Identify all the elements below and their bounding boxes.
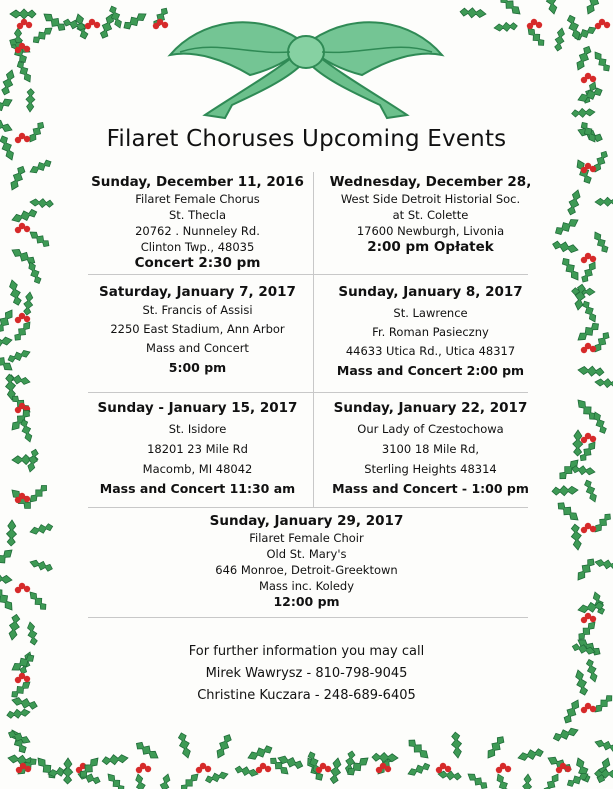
holly-berry-icon — [136, 767, 142, 773]
event-time: 2:00 pm Opłatek — [367, 239, 494, 255]
holly-leaf-icon — [578, 365, 605, 377]
holly-leaf-icon — [6, 520, 17, 546]
holly-berry-icon — [581, 257, 587, 263]
holly-leaf-icon — [7, 279, 23, 307]
holly-leaf-icon — [0, 546, 15, 571]
holly-leaf-icon — [574, 556, 597, 583]
event-line: Sterling Heights 48314 — [364, 462, 497, 476]
holly-berry-icon — [325, 766, 331, 772]
event-line: 3100 18 Mile Rd, — [381, 442, 480, 456]
holly-leaf-icon — [31, 24, 55, 45]
holly-berry-icon — [15, 497, 21, 503]
grid-divider-row1 — [88, 274, 528, 275]
holly-leaf-icon — [102, 753, 129, 766]
holly-leaf-icon — [30, 198, 54, 209]
event-line: Filaret Female Choir — [249, 531, 364, 545]
contact-person: Mirek Wawrysz - 810-798-9045 — [205, 666, 408, 681]
holly-leaf-icon — [10, 207, 38, 225]
holly-berry-icon — [196, 767, 202, 773]
holly-berry-icon — [15, 317, 21, 323]
holly-leaf-icon — [26, 260, 43, 285]
holly-leaf-icon — [29, 522, 54, 536]
event-line: Filaret Female Chorus — [135, 192, 260, 206]
holly-leaf-icon — [594, 558, 613, 571]
event-line: St. Isidore — [168, 422, 227, 436]
holly-berry-icon — [590, 346, 596, 352]
event-line: St. Lawrence — [393, 306, 468, 320]
holly-leaf-icon — [246, 743, 274, 762]
event-line: Macomb, MI 48042 — [142, 462, 253, 476]
holly-leaf-icon — [579, 260, 599, 285]
holly-berry-icon — [265, 766, 271, 772]
holly-leaf-icon — [591, 230, 610, 255]
holly-leaf-icon — [121, 10, 148, 32]
holly-leaf-icon — [552, 485, 578, 496]
holly-berry-icon — [25, 766, 31, 772]
event-line: Mass inc. Koledy — [258, 579, 355, 593]
holly-berry-icon — [94, 22, 100, 28]
holly-leaf-icon — [27, 228, 51, 249]
holly-berry-icon — [581, 77, 587, 83]
holly-berry-icon — [590, 616, 596, 622]
holly-leaf-icon — [157, 773, 172, 789]
contact-person: Christine Kuczara - 248-689-6405 — [197, 688, 416, 703]
event-jan-22 — [318, 399, 543, 499]
holly-berry-icon — [24, 496, 30, 502]
holly-leaf-icon — [465, 770, 489, 789]
holly-leaf-icon — [494, 21, 518, 32]
holly-leaf-icon — [15, 59, 34, 84]
holly-leaf-icon — [372, 752, 398, 763]
event-dec-28 — [318, 173, 543, 255]
holly-leaf-icon — [552, 725, 580, 743]
holly-berry-icon — [145, 766, 151, 772]
holly-leaf-icon — [0, 96, 14, 116]
event-line: Our Lady of Czestochowa — [357, 422, 504, 436]
holly-leaf-icon — [570, 524, 583, 551]
holly-leaf-icon — [10, 9, 36, 19]
holly-leaf-icon — [544, 0, 559, 15]
event-heading: Sunday, January 22, 2017 — [333, 400, 528, 416]
event-line: 44633 Utica Rd., Utica 48317 — [345, 344, 516, 358]
holly-berry-icon — [581, 527, 587, 533]
holly-berry-icon — [595, 23, 601, 29]
event-line: 17600 Newburgh, Livonia — [356, 224, 505, 238]
holly-berry-icon — [15, 407, 21, 413]
holly-berry-icon — [162, 22, 168, 28]
event-heading: Sunday, January 29, 2017 — [209, 513, 404, 529]
event-heading: Sunday, December 11, 2016 — [91, 174, 304, 190]
event-line: West Side Detroit Historial Soc. — [340, 192, 521, 206]
holly-berry-icon — [556, 767, 562, 773]
holly-leaf-icon — [460, 7, 487, 19]
holly-leaf-icon — [522, 774, 533, 789]
holly-berry-icon — [590, 436, 596, 442]
holly-leaf-icon — [541, 772, 561, 789]
event-line: 18201 23 Mile Rd — [147, 442, 248, 456]
holly-berry-icon — [604, 22, 610, 28]
event-time: Concert 2:30 pm — [134, 255, 261, 271]
holly-leaf-icon — [214, 732, 234, 760]
holly-leaf-icon — [584, 0, 604, 16]
contact-block — [0, 641, 613, 707]
event-line: Old St. Mary's — [266, 547, 347, 561]
holly-berry-icon — [385, 766, 391, 772]
holly-leaf-icon — [591, 49, 612, 73]
holly-berry-icon — [24, 46, 30, 52]
event-line: St. Thecla — [168, 208, 227, 222]
holly-berry-icon — [590, 76, 596, 82]
holly-berry-icon — [15, 47, 21, 53]
holly-berry-icon — [581, 707, 587, 713]
event-dec-11 — [90, 173, 305, 271]
holly-leaf-icon — [178, 771, 201, 789]
event-heading: Sunday - January 15, 2017 — [97, 400, 298, 416]
holly-leaf-icon — [484, 734, 507, 761]
holly-leaf-icon — [6, 348, 31, 364]
holly-berry-icon — [581, 617, 587, 623]
holly-leaf-icon — [7, 164, 27, 192]
holly-berry-icon — [581, 347, 587, 353]
holly-berry-icon — [256, 767, 262, 773]
holly-berry-icon — [205, 766, 211, 772]
holly-leaf-icon — [7, 614, 21, 641]
holly-leaf-icon — [63, 758, 73, 784]
holly-berry-icon — [15, 227, 21, 233]
event-time: 12:00 pm — [273, 594, 340, 609]
holly-leaf-icon — [553, 216, 581, 238]
holly-berry-icon — [590, 166, 596, 172]
event-heading: Wednesday, December 28, — [329, 174, 532, 190]
event-line: 2250 East Stadium, Ann Arbor — [110, 322, 285, 336]
event-line: Mass and Concert — [146, 341, 249, 355]
holly-leaf-icon — [0, 586, 16, 613]
holly-berry-icon — [590, 526, 596, 532]
page-title: Filaret Choruses Upcoming Events — [106, 126, 507, 152]
ribbon-bow-icon — [170, 22, 442, 118]
holly-leaf-icon — [555, 499, 581, 523]
holly-leaf-icon — [329, 757, 343, 784]
holly-berry-icon — [496, 767, 502, 773]
holly-leaf-icon — [28, 158, 53, 176]
holly-berry-icon — [16, 767, 22, 773]
event-time: Mass and Concert - 1:00 pm — [332, 481, 529, 496]
event-jan-7 — [90, 283, 305, 377]
holly-leaf-icon — [595, 197, 613, 206]
grid-divider-row4 — [88, 617, 528, 618]
event-line: 20762 . Nunneley Rd. — [135, 224, 260, 238]
holly-leaf-icon — [176, 732, 192, 760]
holly-leaf-icon — [29, 558, 54, 573]
holly-leaf-icon — [22, 291, 34, 315]
holly-leaf-icon — [595, 378, 613, 389]
grid-divider-row2 — [88, 392, 528, 393]
holly-leaf-icon — [594, 738, 613, 753]
holly-leaf-icon — [576, 619, 599, 642]
holly-leaf-icon — [517, 747, 545, 763]
event-jan-29 — [150, 512, 463, 610]
holly-berry-icon — [24, 586, 30, 592]
holly-leaf-icon — [571, 464, 595, 476]
holly-leaf-icon — [573, 44, 593, 72]
holly-berry-icon — [590, 256, 596, 262]
event-line: Clinton Twp., 48035 — [140, 240, 255, 254]
holly-leaf-icon — [0, 335, 13, 349]
holly-leaf-icon — [6, 708, 30, 720]
holly-leaf-icon — [26, 88, 36, 112]
event-time: 5:00 pm — [168, 360, 227, 375]
holly-berry-icon — [153, 23, 159, 29]
event-time: Mass and Concert 11:30 am — [99, 481, 296, 496]
holly-leaf-icon — [582, 479, 599, 504]
holly-berry-icon — [581, 437, 587, 443]
event-jan-15 — [90, 399, 305, 499]
holly-berry-icon — [536, 22, 542, 28]
holly-leaf-icon — [105, 771, 127, 789]
holly-berry-icon — [527, 23, 533, 29]
event-line: at St. Colette — [392, 208, 469, 222]
holly-leaf-icon — [580, 299, 599, 324]
holly-berry-icon — [26, 22, 32, 28]
holly-berry-icon — [17, 23, 23, 29]
holly-berry-icon — [15, 587, 21, 593]
holly-leaf-icon — [559, 256, 582, 283]
holly-leaf-icon — [553, 27, 566, 52]
event-time: Mass and Concert 2:00 pm — [336, 363, 525, 378]
contact-intro: For further information you may call — [188, 644, 425, 659]
event-line: 646 Monroe, Detroit-Greektown — [215, 563, 398, 577]
holly-berry-icon — [436, 767, 442, 773]
holly-berry-icon — [85, 23, 91, 29]
holly-berry-icon — [445, 766, 451, 772]
holly-leaf-icon — [234, 764, 259, 778]
grid-divider-vertical — [313, 172, 314, 507]
holly-leaf-icon — [0, 69, 17, 97]
holly-leaf-icon — [497, 0, 523, 18]
holly-leaf-icon — [12, 319, 34, 343]
holly-leaf-icon — [27, 589, 49, 612]
holly-berry-icon — [581, 167, 587, 173]
holly-leaf-icon — [450, 732, 463, 759]
event-line: Fr. Roman Pasieczny — [372, 325, 489, 339]
holly-leaf-icon — [0, 307, 16, 334]
holly-leaf-icon — [406, 737, 432, 762]
holly-berry-icon — [376, 767, 382, 773]
holly-berry-icon — [565, 766, 571, 772]
holly-leaf-icon — [575, 320, 602, 344]
holly-leaf-icon — [406, 761, 431, 778]
holly-berry-icon — [505, 766, 511, 772]
holly-berry-icon — [24, 226, 30, 232]
grid-divider-row3 — [88, 507, 528, 508]
event-line: St. Francis of Assisi — [142, 303, 253, 317]
holly-leaf-icon — [552, 239, 580, 255]
holly-leaf-icon — [134, 739, 161, 762]
holly-leaf-icon — [494, 772, 512, 789]
holly-leaf-icon — [34, 755, 58, 781]
holly-leaf-icon — [566, 189, 583, 217]
event-heading: Sunday, January 8, 2017 — [338, 284, 523, 300]
holly-leaf-icon — [571, 108, 595, 119]
event-jan-8 — [318, 283, 543, 380]
holly-leaf-icon — [595, 756, 613, 784]
event-heading: Saturday, January 7, 2017 — [99, 284, 296, 300]
holly-leaf-icon — [0, 572, 13, 585]
holly-berry-icon — [24, 316, 30, 322]
holly-leaf-icon — [134, 773, 148, 789]
holly-berry-icon — [316, 767, 322, 773]
holly-leaf-icon — [573, 430, 583, 456]
holly-leaf-icon — [27, 482, 50, 505]
